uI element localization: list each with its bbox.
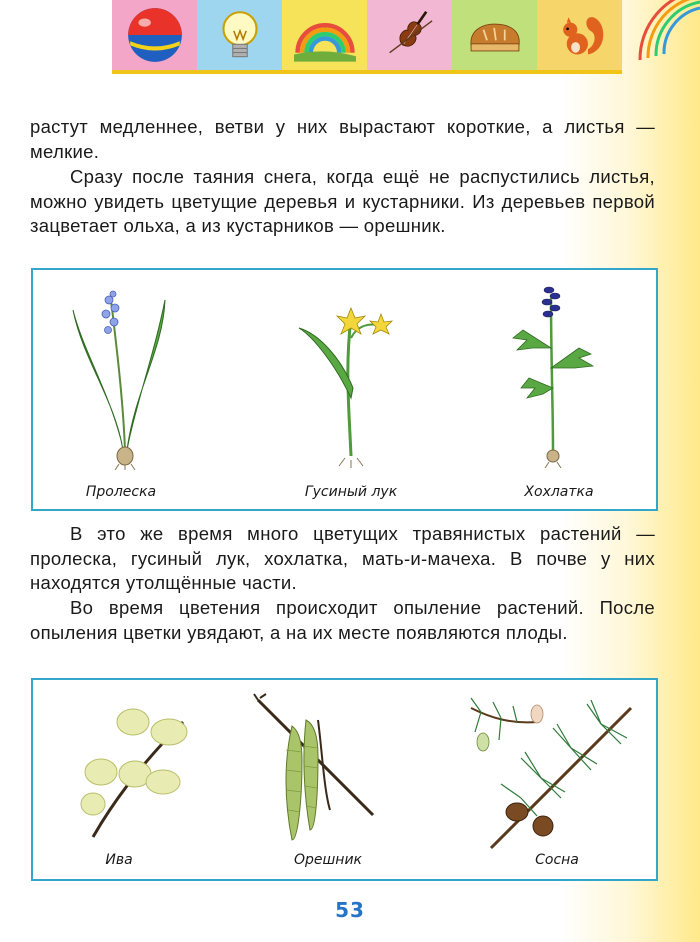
scilla-plant-icon: [53, 280, 183, 470]
tile-violin: [367, 0, 452, 70]
tile-lightbulb: [197, 0, 282, 70]
ball-icon: [124, 4, 186, 66]
gagea-plant-icon: [285, 278, 415, 468]
squirrel-icon: [549, 4, 611, 66]
violin-icon: [379, 4, 441, 66]
paragraph-4: Во время цветения происходит опыление растений. После опыления цветки увядают, а на их месте появляются плоды.: [30, 597, 655, 643]
figure-trees: [31, 678, 658, 881]
tile-bread: [452, 0, 537, 70]
lightbulb-icon: [209, 4, 271, 66]
caption-hazel: Орешник: [293, 852, 363, 868]
corner-decoration-icon: [620, 0, 700, 80]
paragraph-1: растут медленнее, ветви у них вырастают короткие, а листья — мелкие.: [30, 116, 655, 162]
hazel-branch-icon: [248, 690, 388, 850]
figure-spring-flowers: [31, 268, 658, 511]
paragraph-2: Сразу после таяния снега, когда ещё не распустились листья, можно увидеть цветущие деревья и кустарники. Из деревьев первой зацветает ольха, а из кустарников — орешник.: [30, 166, 655, 236]
pine-branch-icon: [441, 688, 641, 853]
caption-pine: Сосна: [535, 852, 579, 868]
tile-squirrel: [537, 0, 622, 70]
header-icon-strip: [112, 0, 622, 74]
willow-branch-icon: [73, 692, 213, 842]
bread-icon: [464, 4, 526, 66]
paragraph-3: В это же время много цветущих травянистых растений — пролеска, гусиный лук, хохлатка, мать-и-мачеха. В почве у них находятся утолщённые части.: [30, 523, 655, 593]
caption-corydalis: Хохлатка: [524, 484, 594, 500]
corydalis-plant-icon: [493, 278, 623, 468]
tile-rainbow: [282, 0, 367, 70]
caption-willow: Ива: [105, 852, 133, 868]
rainbow-icon: [294, 4, 356, 66]
caption-scilla: Пролеска: [85, 484, 157, 500]
tile-ball: [112, 0, 197, 70]
page-number: 53: [335, 898, 365, 922]
caption-gagea: Гусиный лук: [304, 484, 398, 500]
